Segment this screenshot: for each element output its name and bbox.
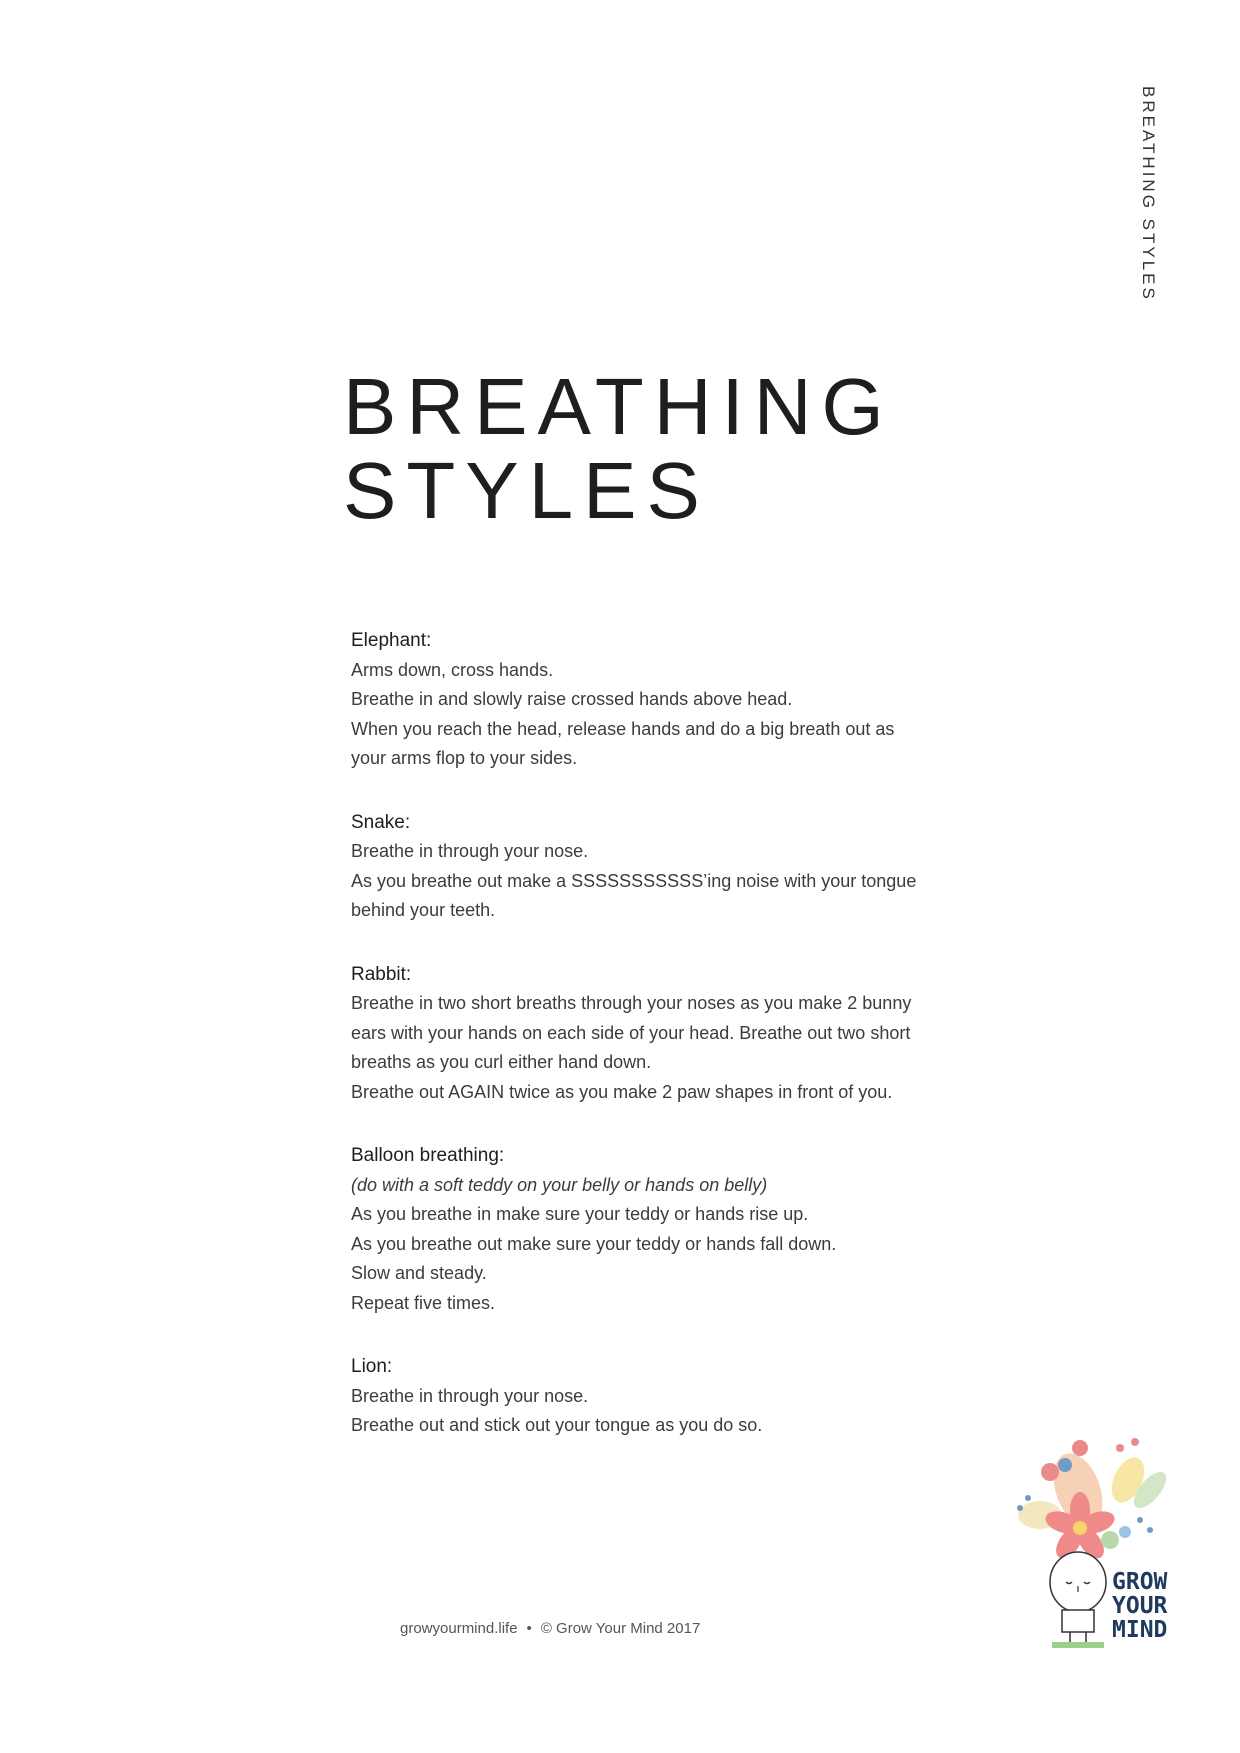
logo-line-mind: MIND: [1112, 1617, 1168, 1643]
side-title: BREATHING STYLES: [1139, 86, 1158, 302]
section-line: Breathe out and stick out your tongue as you do so.: [351, 1415, 763, 1435]
section-line: As you breathe out make sure your teddy or hands fall down.: [351, 1233, 837, 1254]
section-line: Breathe out AGAIN twice as you make 2 paw shapes in front of you.: [351, 1081, 893, 1102]
footer: [400, 1620, 700, 1637]
section-line: ears with your hands on each side of your head. Breathe out two short: [351, 1022, 911, 1043]
logo-text: [1112, 1570, 1167, 1642]
footer-copyright: © Grow Your Mind 2017: [540, 1620, 701, 1637]
title-line-2: STYLES: [343, 446, 710, 535]
section-heading: Rabbit:: [351, 963, 412, 985]
logo-line-your: YOUR: [1112, 1593, 1168, 1619]
section-balloon-breathing: [351, 1141, 991, 1318]
section-heading: Lion:: [351, 1356, 393, 1377]
section-heading: Snake:: [351, 811, 411, 833]
section-line: As you breathe in make sure your teddy or hands rise up.: [351, 1204, 809, 1224]
section-line: Repeat five times.: [351, 1292, 496, 1313]
section-line: Breathe in through your nose.: [351, 841, 589, 861]
section-line: Breathe in through your nose.: [351, 1385, 589, 1406]
section-line: breaths as you curl either hand down.: [351, 1052, 652, 1072]
section-rabbit: [351, 960, 991, 1108]
section-line: your arms flop to your sides.: [351, 748, 578, 768]
section-line: behind your teeth.: [351, 900, 496, 920]
page-title: [343, 362, 894, 535]
section-heading: Elephant:: [351, 630, 432, 651]
section-heading: Balloon breathing:: [351, 1145, 505, 1166]
flower-head-child-logo-icon: [1000, 1420, 1200, 1650]
section-note: (do with a soft teddy on your belly or hands on belly): [351, 1174, 768, 1195]
breathing-styles-list: [351, 626, 991, 1475]
section-elephant: [351, 626, 991, 774]
section-line: Breathe in and slowly raise crossed hands above head.: [351, 689, 793, 709]
footer-site: growyourmind.life: [400, 1620, 518, 1637]
section-line: Arms down, cross hands.: [351, 659, 554, 680]
section-lion: [351, 1352, 991, 1441]
logo-line-grow: GROW: [1112, 1569, 1168, 1595]
footer-separator: •: [526, 1620, 532, 1637]
grow-your-mind-logo: [1000, 1420, 1200, 1650]
section-line: Slow and steady.: [351, 1263, 487, 1283]
title-line-1: BREATHING: [343, 362, 894, 451]
section-snake: [351, 808, 991, 926]
section-line: Breathe in two short breaths through your noses as you make 2 bunny: [351, 993, 912, 1013]
section-line: As you breathe out make a SSSSSSSSSSS’ing noise with your tongue: [351, 870, 917, 891]
section-line: When you reach the head, release hands and do a big breath out as: [351, 718, 895, 739]
